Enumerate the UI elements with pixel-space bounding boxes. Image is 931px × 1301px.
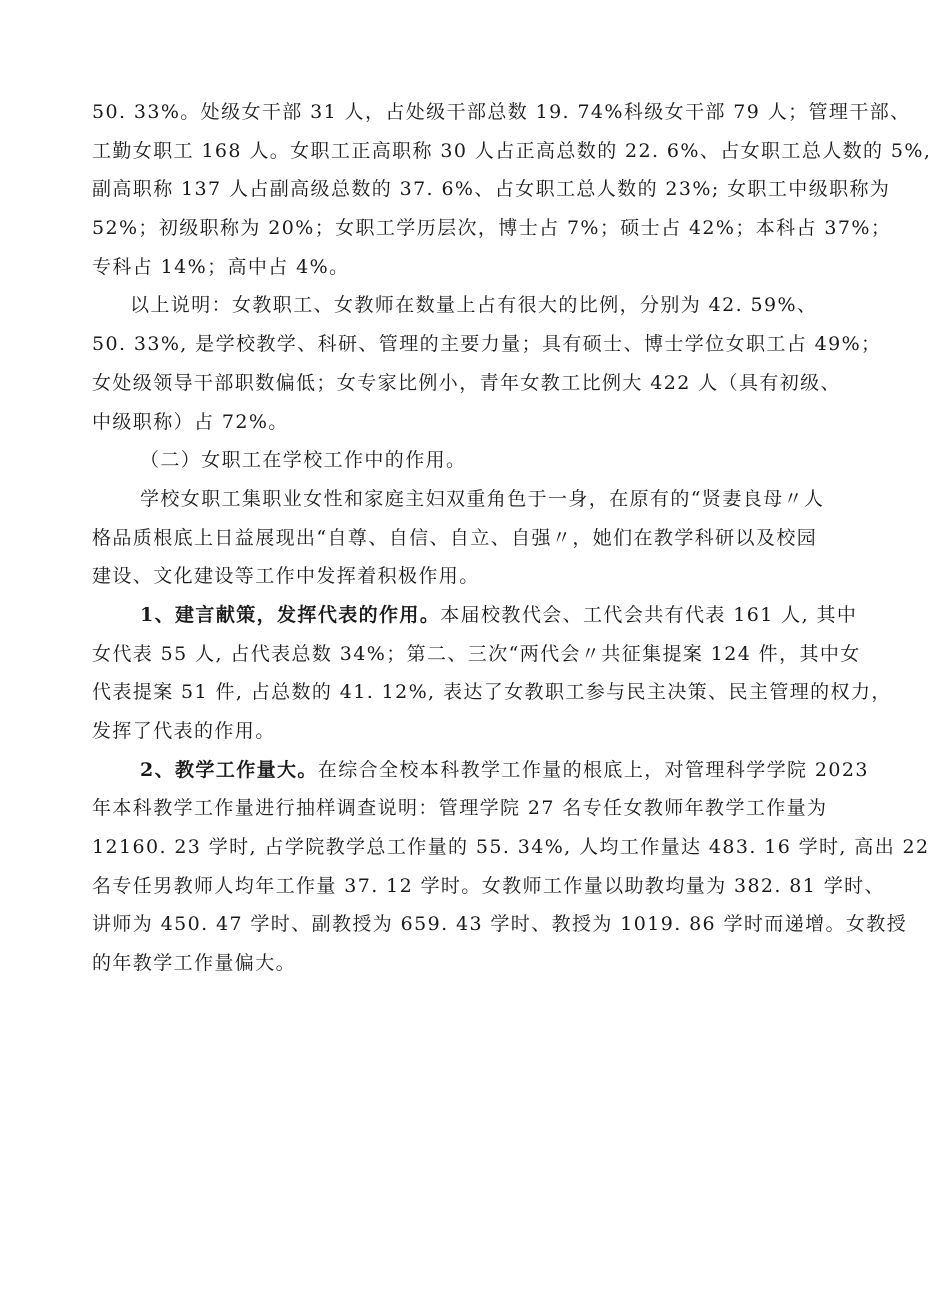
text-line: 建设、文化建设等工作中发挥着积极作用。 [92,565,480,588]
item-lead: 2、教学工作量大。 [140,758,318,781]
text-line: 学校女职工集职业女性和家庭主妇双重角色于一身，在原有的“贤妻良母〃人 [140,487,825,510]
text-line: 发挥了代表的作用。 [92,720,276,742]
text-line: 女处级领导干部职数偏低；女专家比例小，青年女教工比例大 422 人（具有初级、 [92,371,841,394]
paragraph-statistics [92,93,931,286]
text-line: 名专任男教师人均年工作量 37. 12 学时。女教师工作量以助教均量为 382. 81 学时、 [92,874,885,897]
text-line: 中级职称）占 72%。 [92,410,289,433]
text-line: 50. 33%。处级女干部 31 人，占处级干部总数 19. 74%科级女干部 79 人；管理干部、 [92,101,911,123]
text-line: 专科占 14%；高中占 4%。 [92,255,350,278]
section-heading: （二）女职工在学校工作中的作用。 [140,449,467,472]
text-line: 代表提案 51 件, 占总数的 41. 12%, 表达了女教职工参与民主决策、民主管理的权力， [92,681,892,704]
text-line: 52%；初级职称为 20%；女职工学历层次，博士占 7%；硕士占 42%；本科占 37%； [92,217,892,240]
text-line: 的年教学工作量偏大。 [92,952,297,975]
item-lead: 1、建言献策，发挥代表的作用。 [140,603,441,626]
text-line: 12160. 23 学时, 占学院教学总工作量的 55. 34%, 人均工作量达 483. 16 学时, 高出 22 [92,836,930,859]
item-text: 本届校教代会、工代会共有代表 161 人, 其中 [440,603,858,626]
text-line: 讲师为 450. 47 学时、副教授为 659. 43 学时、教授为 1019. 86 学时而递增。女教授 [92,913,908,936]
text-line: 女代表 55 人, 占代表总数 34%；第二、三次“两代会〃共征集提案 124 件，其中女 [92,642,861,665]
text-line: 50. 33%, 是学校教学、科研、管理的主要力量；具有硕士、博士学位女职工占 49%； [92,333,882,356]
text-line: 以上说明：女教职工、女教师在数量上占有很大的比例，分别为 42. 59%、 [130,294,818,317]
paragraph-summary [92,286,882,441]
paragraph-workload [92,751,930,983]
text-line: 副高职称 137 人占副高级总数的 37. 6%、占女职工总人数的 23%; 女职工中级职称为 [92,178,891,201]
text-line [92,751,869,790]
text-line: 格品质根底上日益展现出“自尊、自信、自立、自强〃，她们在教学科研以及校园 [92,526,818,549]
text-line: 工勤女职工 168 人。女职工正高职称 30 人占正高总数的 22. 6%、占女职工总人数的 5%, [92,139,931,162]
paragraph-representatives [92,596,892,751]
text-line [92,596,858,635]
paragraph-roles [92,480,836,596]
item-text: 在综合全校本科教学工作量的根底上，对管理科学学院 2023 [317,758,869,781]
text-line: 年本科教学工作量进行抽样调查说明：管理学院 27 名专任女教师年教学工作量为 [92,797,828,820]
